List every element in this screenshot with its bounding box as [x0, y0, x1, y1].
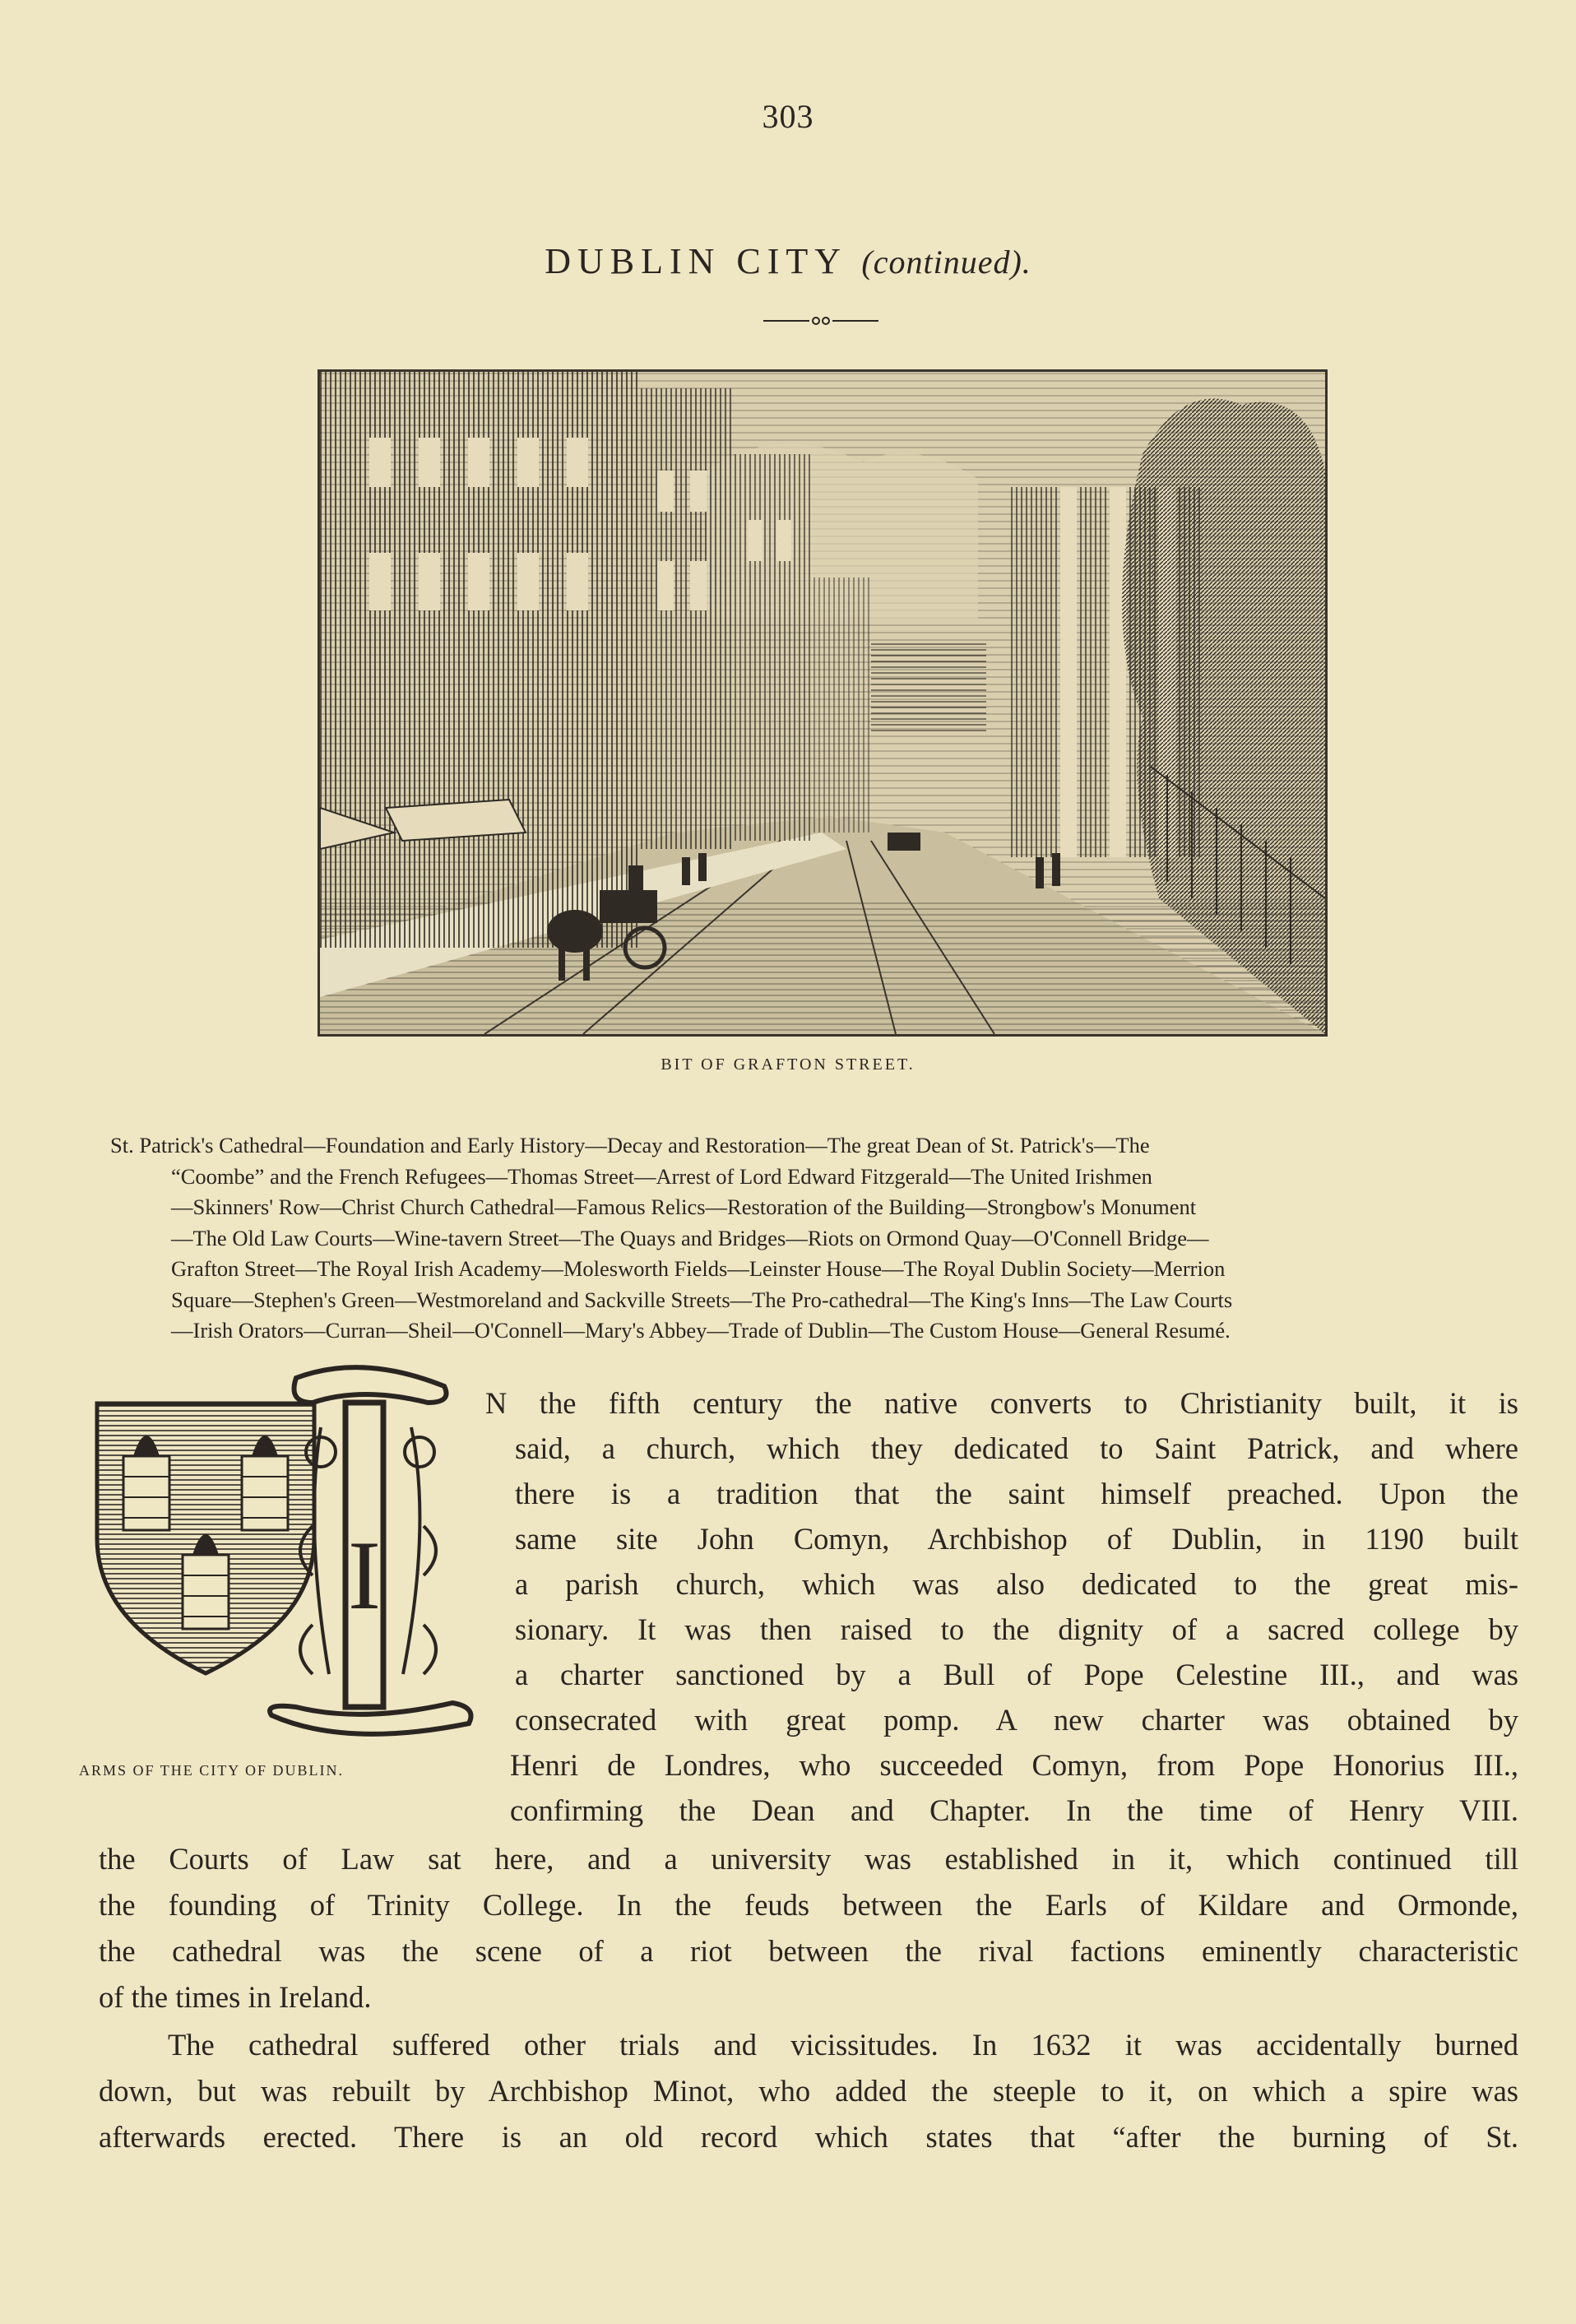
body-line: a parish church, which was also dedicated to the great mis-	[515, 1567, 1518, 1601]
contents-line: —Skinners' Row—Christ Church Cathedral—Famous Relics—Restoration of the Building—Strongbow's Monument	[171, 1194, 1197, 1219]
body-line: The cathedral suffered other trials and vicissitudes. In 1632 it was accidentally burned	[168, 2028, 1518, 2062]
title-ornament	[763, 313, 878, 329]
body-line: N the fifth century the native converts to Christianity built, it is	[485, 1386, 1518, 1420]
grafton-street-engraving	[318, 369, 1328, 1037]
body-line: a charter sanctioned by a Bull of Pope Celestine III., and was	[515, 1658, 1518, 1691]
body-line: of the times in Ireland.	[99, 1980, 372, 2014]
body-line: afterwards erected. There is an old record which states that “after the burning of St.	[99, 2120, 1518, 2154]
contents-line: “Coombe” and the French Refugees—Thomas Street—Arrest of Lord Edward Fitzgerald—The United Irishmen	[171, 1163, 1152, 1189]
body-line: Henri de Londres, who succeeded Comyn, from Pope Honorius III.,	[510, 1748, 1518, 1782]
body-line: confirming the Dean and Chapter. In the time of Henry VIII.	[510, 1793, 1518, 1827]
body-line: sionary. It was then raised to the dignity of a sacred college by	[515, 1612, 1518, 1646]
contents-line: St. Patrick's Cathedral—Foundation and Early History—Decay and Restoration—The great Dean of St. Patrick's—The	[110, 1133, 1150, 1157]
body-line: down, but was rebuilt by Archbishop Minot, who added the steeple to it, on which a spire was	[99, 2074, 1518, 2108]
chapter-title-continued: (continued).	[861, 244, 1031, 281]
contents-line: —Irish Orators—Curran—Sheil—O'Connell—Mary's Abbey—Trade of Dublin—The Custom House—General Resumé.	[171, 1318, 1231, 1343]
chapter-title	[0, 240, 1576, 282]
contents-line: Square—Stephen's Green—Westmoreland and Sackville Streets—The Pro-cathedral—The King's Inns—The Law Courts	[171, 1287, 1233, 1312]
engraving-caption: BIT OF GRAFTON STREET.	[661, 1055, 915, 1074]
contents-line: —The Old Law Courts—Wine-tavern Street—The Quays and Bridges—Riots on Ormond Quay—O'Connell Bridge—	[171, 1225, 1209, 1250]
arms-caption: ARMS OF THE CITY OF DUBLIN.	[79, 1762, 345, 1779]
body-line: consecrated with great pomp. A new charter was obtained by	[515, 1703, 1518, 1737]
page-number: 303	[762, 98, 814, 135]
chapter-contents	[110, 1130, 1525, 1347]
chapter-title-main: DUBLIN CITY	[545, 241, 846, 281]
body-line: the cathedral was the scene of a riot between the rival factions eminently characteristic	[99, 1934, 1518, 1968]
body-line: said, a church, which they dedicated to Saint Patrick, and where	[515, 1431, 1518, 1465]
body-line: there is a tradition that the saint himself preached. Upon the	[515, 1477, 1518, 1510]
svg-text:I: I	[348, 1520, 381, 1630]
contents-line: Grafton Street—The Royal Irish Academy—Molesworth Fields—Leinster House—The Royal Dublin Society—Merrion	[171, 1256, 1226, 1281]
body-line: the founding of Trinity College. In the feuds between the Earls of Kildare and Ormonde,	[99, 1888, 1518, 1922]
body-line: same site John Comyn, Archbishop of Dublin, in 1190 built	[515, 1522, 1518, 1556]
body-line: the Courts of Law sat here, and a university was established in it, which continued till	[99, 1842, 1518, 1876]
decorative-initial	[247, 1361, 485, 1756]
